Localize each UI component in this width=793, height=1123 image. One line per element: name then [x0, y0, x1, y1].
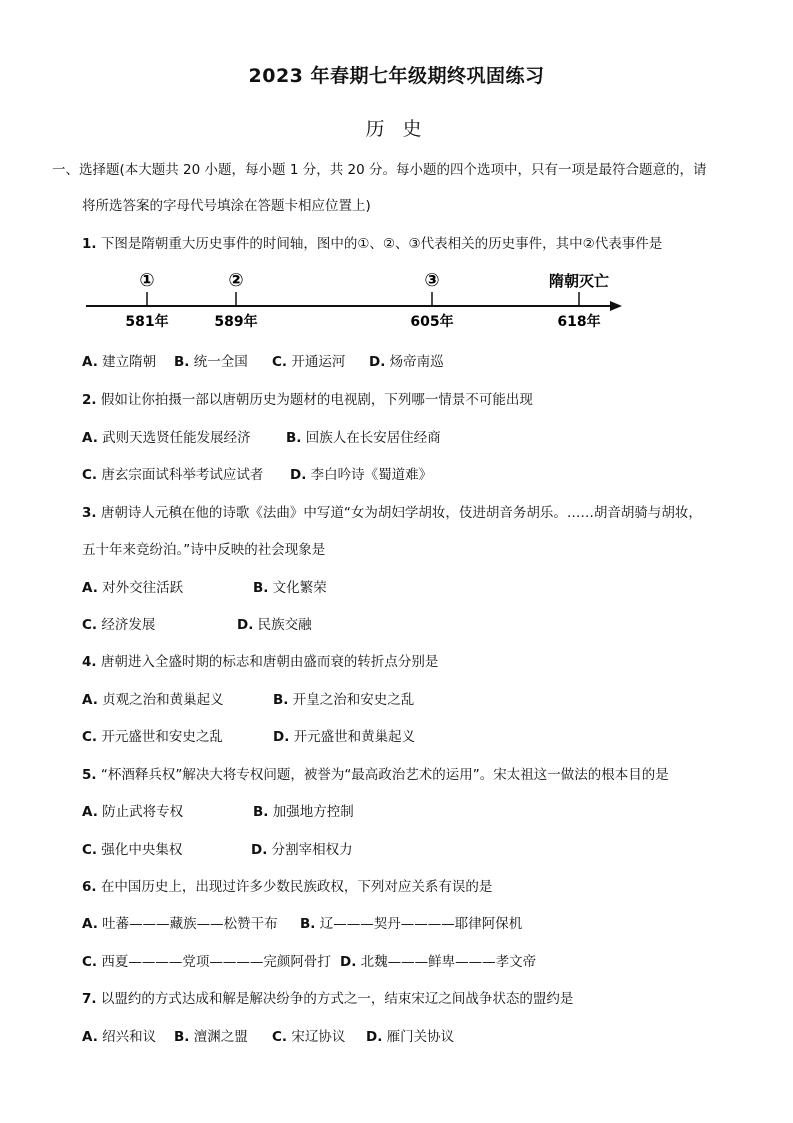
- question-3-stem-cont: 五十年来竞纷泊。”诗中反映的社会现象是: [82, 542, 326, 558]
- event-marker: ①: [139, 270, 155, 291]
- question-text: “杯酒释兵权”解决大将专权问题，被誉为“最高政治艺术的运用”。宋太祖这一做法的根本目的是: [100, 767, 669, 783]
- option-key: C.: [82, 842, 98, 858]
- event-year: 581年: [125, 314, 169, 330]
- option-d[interactable]: [369, 354, 444, 370]
- section-heading-line2: 将所选答案的字母代号填涂在答题卡相应位置上): [82, 198, 371, 214]
- timeline-event-2: [214, 270, 257, 330]
- option-d[interactable]: [340, 950, 536, 970]
- option-d[interactable]: [273, 725, 415, 745]
- option-key: D.: [369, 354, 386, 370]
- option-b[interactable]: [174, 354, 248, 370]
- option-text: 加强地方控制: [272, 804, 354, 820]
- option-key: C.: [272, 354, 288, 370]
- option-d[interactable]: [290, 463, 432, 483]
- option-key: C.: [272, 1029, 288, 1045]
- option-key: A.: [82, 430, 98, 446]
- option-row: [174, 350, 248, 370]
- question-6-stem: [82, 875, 492, 895]
- option-text: 统一全国: [193, 354, 248, 370]
- option-b[interactable]: [273, 688, 414, 708]
- option-key: B.: [174, 1029, 190, 1045]
- option-c[interactable]: [82, 613, 155, 633]
- event-year: 589年: [214, 314, 258, 330]
- timeline-event-1: [125, 270, 168, 330]
- question-number: 3.: [82, 505, 97, 521]
- timeline-event-3: [410, 270, 453, 330]
- option-key: A.: [82, 692, 98, 708]
- option-b[interactable]: [286, 426, 441, 446]
- question-text: 唐朝诗人元稹在他的诗歌《法曲》中写道“女为胡妇学胡妆，伎进胡音务胡乐。……胡音胡骑与胡妆，: [100, 505, 702, 521]
- event-marker: ③: [424, 270, 440, 291]
- option-key: B.: [253, 804, 269, 820]
- option-text: 经济发展: [101, 617, 156, 633]
- question-number: 5.: [82, 767, 97, 783]
- option-row: [272, 350, 345, 370]
- option-text: 防止武将专权: [102, 804, 184, 820]
- option-text: 文化繁荣: [272, 580, 327, 596]
- option-a[interactable]: [82, 912, 278, 932]
- option-a[interactable]: [82, 576, 183, 596]
- timeline-arrow-icon: [610, 301, 622, 311]
- option-c[interactable]: [82, 838, 182, 858]
- option-key: C.: [82, 617, 98, 633]
- option-text: 唐玄宗面试科举考试应试者: [101, 467, 264, 483]
- question-3-stem: [82, 501, 702, 521]
- option-b[interactable]: [174, 1025, 248, 1045]
- option-text: 强化中央集权: [101, 842, 183, 858]
- option-key: A.: [82, 916, 98, 932]
- option-text: 绍兴和议: [102, 1029, 157, 1045]
- question-1-stem: [82, 232, 662, 252]
- option-text: 开通运河: [291, 354, 346, 370]
- question-4-stem: [82, 650, 438, 670]
- option-c[interactable]: [82, 950, 331, 970]
- option-key: B.: [253, 580, 269, 596]
- option-b[interactable]: [253, 576, 327, 596]
- timeline-svg: [82, 266, 627, 336]
- option-text: 吐蕃———藏族——松赞干布: [102, 916, 278, 932]
- page-title: 2023 年春期七年级期终巩固练习: [248, 65, 545, 87]
- timeline-figure: [82, 266, 627, 336]
- option-key: A.: [82, 804, 98, 820]
- option-key: A.: [82, 1029, 98, 1045]
- question-text: 下图是隋朝重大历史事件的时间轴，图中的①、②、③代表相关的历史事件，其中②代表事件是: [100, 236, 663, 252]
- option-d[interactable]: [251, 838, 353, 858]
- question-text: 唐朝进入全盛时期的标志和唐朝由盛而衰的转折点分别是: [100, 654, 439, 670]
- option-text: 分割宰相权力: [271, 842, 353, 858]
- option-row: [369, 350, 444, 370]
- event-marker: 隋朝灭亡: [548, 272, 610, 290]
- event-marker: ②: [228, 270, 244, 291]
- option-text: 澶渊之盟: [193, 1029, 248, 1045]
- option-key: D.: [290, 467, 307, 483]
- option-text: 武则天选贤任能发展经济: [102, 430, 251, 446]
- option-text: 李白吟诗《蜀道难》: [310, 467, 433, 483]
- option-key: A.: [82, 580, 98, 596]
- option-b[interactable]: [300, 912, 522, 932]
- question-number: 4.: [82, 654, 97, 670]
- option-c[interactable]: [272, 1025, 345, 1045]
- question-number: 6.: [82, 879, 97, 895]
- question-text: 假如让你拍摄一部以唐朝历史为题材的电视剧，下列哪一情景不可能出现: [100, 392, 533, 408]
- option-key: C.: [82, 729, 98, 745]
- event-year: 605年: [410, 314, 454, 330]
- option-c[interactable]: [82, 725, 223, 745]
- option-key: A.: [82, 354, 98, 370]
- option-text: 开皇之治和安史之乱: [292, 692, 415, 708]
- option-text: 建立隋朝: [102, 354, 157, 370]
- option-d[interactable]: [366, 1025, 454, 1045]
- option-row: [82, 350, 156, 370]
- question-number: 7.: [82, 991, 97, 1007]
- option-a[interactable]: [82, 1025, 156, 1045]
- option-key: D.: [366, 1029, 383, 1045]
- option-key: B.: [273, 692, 289, 708]
- question-text: 以盟约的方式达成和解是解决纷争的方式之一，结束宋辽之间战争状态的盟约是: [100, 991, 574, 1007]
- option-text: 宋辽协议: [291, 1029, 346, 1045]
- option-key: C.: [82, 467, 98, 483]
- question-7-stem: [82, 987, 573, 1007]
- option-c[interactable]: [82, 463, 263, 483]
- option-c[interactable]: [272, 354, 345, 370]
- option-text: 西夏————党项————完颜阿骨打: [101, 954, 331, 970]
- question-2-stem: [82, 388, 533, 408]
- option-key: D.: [273, 729, 290, 745]
- option-text: 回族人在长安居住经商: [305, 430, 441, 446]
- option-text: 北魏———鲜卑———孝文帝: [360, 954, 537, 970]
- question-number: 1.: [82, 236, 97, 252]
- question-text: 在中国历史上，出现过许多少数民族政权，下列对应关系有误的是: [100, 879, 493, 895]
- option-a[interactable]: [82, 354, 156, 370]
- option-a[interactable]: [82, 800, 183, 820]
- option-key: B.: [174, 354, 190, 370]
- section-heading-line1: 一、选择题(本大题共 20 小题，每小题 1 分，共 20 分。每小题的四个选项中，只有一项是最符合题意的，请: [52, 162, 707, 178]
- option-key: C.: [82, 954, 98, 970]
- option-d[interactable]: [237, 613, 312, 633]
- option-text: 开元盛世和黄巢起义: [293, 729, 416, 745]
- option-text: 雁门关协议: [386, 1029, 455, 1045]
- option-key: D.: [340, 954, 357, 970]
- option-key: B.: [300, 916, 316, 932]
- question-number: 2.: [82, 392, 97, 408]
- option-text: 贞观之治和黄巢起义: [102, 692, 224, 708]
- subject-title: 历 史: [365, 118, 428, 140]
- option-text: 炀帝南巡: [389, 354, 444, 370]
- option-b[interactable]: [253, 800, 354, 820]
- event-year: 618年: [557, 314, 601, 330]
- option-text: 辽———契丹————耶律阿保机: [319, 916, 523, 932]
- option-text: 对外交往活跃: [102, 580, 184, 596]
- option-key: B.: [286, 430, 302, 446]
- timeline-event-4: [549, 272, 609, 330]
- option-a[interactable]: [82, 426, 251, 446]
- option-key: D.: [237, 617, 254, 633]
- option-key: D.: [251, 842, 268, 858]
- option-text: 开元盛世和安史之乱: [101, 729, 223, 745]
- question-5-stem: [82, 763, 669, 783]
- option-a[interactable]: [82, 688, 224, 708]
- option-text: 民族交融: [257, 617, 312, 633]
